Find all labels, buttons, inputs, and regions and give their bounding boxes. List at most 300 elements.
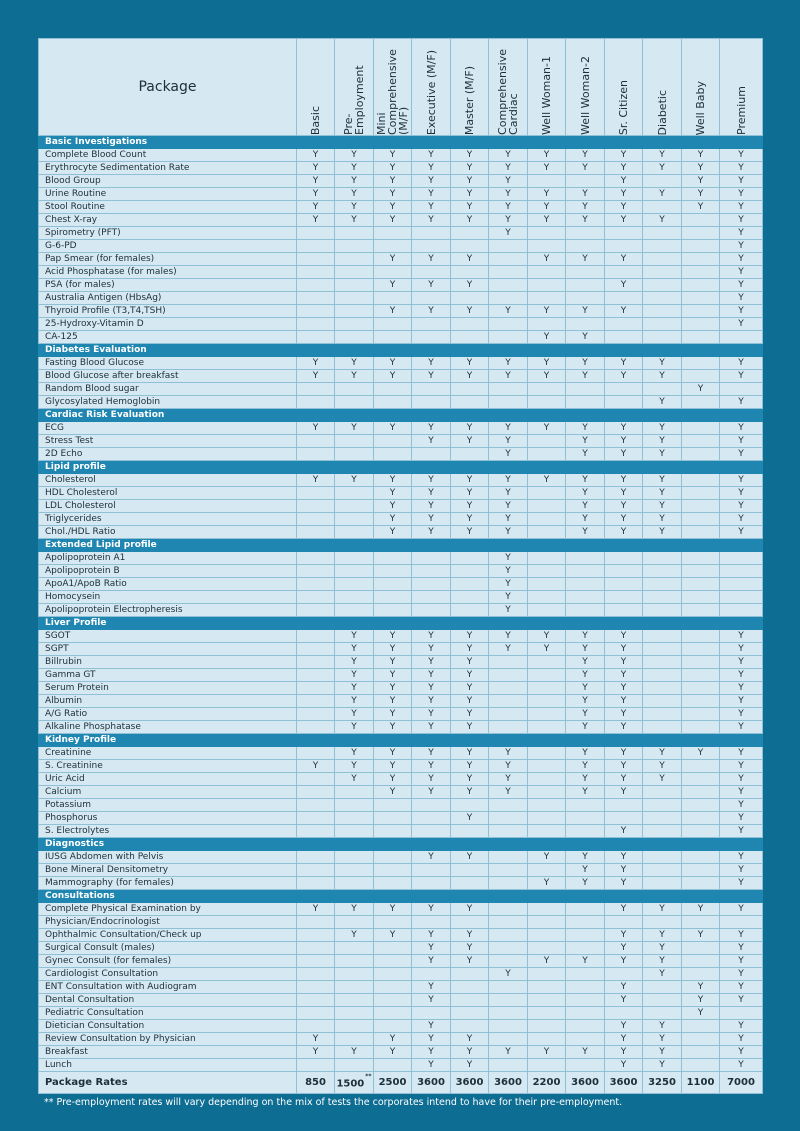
package-rate bbox=[489, 1072, 528, 1094]
inclusion-cell bbox=[682, 552, 720, 565]
test-name: ApoA1/ApoB Ratio bbox=[39, 578, 297, 591]
inclusion-cell bbox=[335, 565, 374, 578]
column-header bbox=[335, 39, 374, 136]
inclusion-cell bbox=[566, 318, 605, 331]
inclusion-cell: Y bbox=[451, 214, 489, 227]
inclusion-cell bbox=[451, 565, 489, 578]
inclusion-cell: Y bbox=[643, 487, 682, 500]
inclusion-cell bbox=[297, 253, 335, 266]
inclusion-cell bbox=[412, 1007, 451, 1020]
inclusion-cell bbox=[412, 578, 451, 591]
inclusion-cell: Y bbox=[489, 526, 528, 539]
inclusion-cell bbox=[528, 435, 566, 448]
inclusion-cell bbox=[489, 1007, 528, 1020]
inclusion-cell bbox=[451, 383, 489, 396]
inclusion-cell: Y bbox=[528, 201, 566, 214]
inclusion-cell bbox=[566, 981, 605, 994]
inclusion-cell bbox=[374, 565, 412, 578]
inclusion-cell: Y bbox=[643, 422, 682, 435]
inclusion-cell: Y bbox=[374, 513, 412, 526]
inclusion-cell bbox=[643, 786, 682, 799]
section-header bbox=[39, 136, 763, 149]
inclusion-cell: Y bbox=[720, 695, 763, 708]
inclusion-cell: Y bbox=[605, 721, 643, 734]
inclusion-cell: Y bbox=[682, 162, 720, 175]
inclusion-cell: Y bbox=[489, 214, 528, 227]
inclusion-cell: Y bbox=[374, 708, 412, 721]
inclusion-cell: Y bbox=[489, 786, 528, 799]
inclusion-cell bbox=[297, 643, 335, 656]
inclusion-cell bbox=[643, 240, 682, 253]
inclusion-cell bbox=[682, 292, 720, 305]
inclusion-cell: Y bbox=[451, 149, 489, 162]
inclusion-cell: Y bbox=[489, 565, 528, 578]
test-name: Glycosylated Hemoglobin bbox=[39, 396, 297, 409]
inclusion-cell: Y bbox=[605, 1059, 643, 1072]
inclusion-cell bbox=[682, 773, 720, 786]
inclusion-cell: Y bbox=[605, 526, 643, 539]
inclusion-cell bbox=[643, 682, 682, 695]
table-row bbox=[39, 773, 763, 786]
table-row bbox=[39, 240, 763, 253]
inclusion-cell bbox=[297, 318, 335, 331]
inclusion-cell: Y bbox=[451, 630, 489, 643]
test-name: Chest X-ray bbox=[39, 214, 297, 227]
inclusion-cell: Y bbox=[720, 942, 763, 955]
table-row bbox=[39, 955, 763, 968]
inclusion-cell: Y bbox=[720, 318, 763, 331]
inclusion-cell bbox=[605, 916, 643, 929]
inclusion-cell: Y bbox=[566, 877, 605, 890]
inclusion-cell: Y bbox=[297, 188, 335, 201]
inclusion-cell: Y bbox=[643, 747, 682, 760]
inclusion-cell bbox=[489, 331, 528, 344]
inclusion-cell: Y bbox=[566, 448, 605, 461]
inclusion-cell bbox=[682, 500, 720, 513]
inclusion-cell: Y bbox=[374, 162, 412, 175]
inclusion-cell: Y bbox=[605, 786, 643, 799]
inclusion-cell bbox=[412, 864, 451, 877]
inclusion-cell bbox=[566, 799, 605, 812]
inclusion-cell bbox=[682, 370, 720, 383]
inclusion-cell bbox=[528, 240, 566, 253]
inclusion-cell: Y bbox=[605, 201, 643, 214]
inclusion-cell: Y bbox=[720, 370, 763, 383]
section-title: Basic Investigations bbox=[39, 136, 763, 149]
inclusion-cell bbox=[335, 500, 374, 513]
inclusion-cell bbox=[374, 331, 412, 344]
table-body bbox=[39, 136, 763, 1094]
inclusion-cell bbox=[682, 760, 720, 773]
inclusion-cell: Y bbox=[374, 474, 412, 487]
column-header bbox=[566, 39, 605, 136]
inclusion-cell: Y bbox=[528, 643, 566, 656]
inclusion-cell: Y bbox=[566, 721, 605, 734]
test-name: Review Consultation by Physician bbox=[39, 1033, 297, 1046]
inclusion-cell bbox=[374, 916, 412, 929]
inclusion-cell bbox=[566, 396, 605, 409]
inclusion-cell bbox=[335, 955, 374, 968]
inclusion-cell: Y bbox=[528, 1046, 566, 1059]
inclusion-cell: Y bbox=[489, 552, 528, 565]
inclusion-cell: Y bbox=[643, 1020, 682, 1033]
inclusion-cell: Y bbox=[720, 1059, 763, 1072]
inclusion-cell: Y bbox=[335, 903, 374, 916]
inclusion-cell bbox=[335, 318, 374, 331]
inclusion-cell bbox=[528, 175, 566, 188]
inclusion-cell bbox=[374, 552, 412, 565]
section-header bbox=[39, 890, 763, 903]
inclusion-cell bbox=[528, 1007, 566, 1020]
test-name: Potassium bbox=[39, 799, 297, 812]
inclusion-cell: Y bbox=[566, 747, 605, 760]
inclusion-cell bbox=[297, 929, 335, 942]
inclusion-cell: Y bbox=[489, 591, 528, 604]
column-header bbox=[297, 39, 335, 136]
column-header bbox=[605, 39, 643, 136]
inclusion-cell bbox=[335, 435, 374, 448]
inclusion-cell bbox=[297, 435, 335, 448]
inclusion-cell bbox=[682, 396, 720, 409]
inclusion-cell bbox=[528, 227, 566, 240]
inclusion-cell bbox=[528, 864, 566, 877]
test-name: Serum Protein bbox=[39, 682, 297, 695]
inclusion-cell: Y bbox=[605, 851, 643, 864]
inclusion-cell: Y bbox=[412, 786, 451, 799]
inclusion-cell: Y bbox=[335, 682, 374, 695]
inclusion-cell bbox=[682, 214, 720, 227]
inclusion-cell: Y bbox=[297, 201, 335, 214]
table-row bbox=[39, 214, 763, 227]
inclusion-cell: Y bbox=[566, 851, 605, 864]
inclusion-cell bbox=[682, 526, 720, 539]
inclusion-cell bbox=[297, 292, 335, 305]
inclusion-cell bbox=[566, 292, 605, 305]
inclusion-cell bbox=[605, 266, 643, 279]
section-header bbox=[39, 409, 763, 422]
inclusion-cell: Y bbox=[605, 1033, 643, 1046]
inclusion-cell: Y bbox=[412, 1033, 451, 1046]
inclusion-cell bbox=[720, 331, 763, 344]
inclusion-cell: Y bbox=[374, 487, 412, 500]
inclusion-cell bbox=[489, 799, 528, 812]
inclusion-cell bbox=[297, 396, 335, 409]
inclusion-cell: Y bbox=[720, 526, 763, 539]
inclusion-cell: Y bbox=[566, 500, 605, 513]
inclusion-cell bbox=[720, 565, 763, 578]
inclusion-cell bbox=[682, 708, 720, 721]
inclusion-cell bbox=[297, 981, 335, 994]
inclusion-cell bbox=[374, 1007, 412, 1020]
test-name: Calcium bbox=[39, 786, 297, 799]
inclusion-cell: Y bbox=[451, 1046, 489, 1059]
table-row bbox=[39, 604, 763, 617]
inclusion-cell bbox=[682, 604, 720, 617]
inclusion-cell bbox=[451, 825, 489, 838]
inclusion-cell: Y bbox=[720, 669, 763, 682]
inclusion-cell: Y bbox=[605, 422, 643, 435]
inclusion-cell bbox=[566, 227, 605, 240]
inclusion-cell: Y bbox=[335, 747, 374, 760]
inclusion-cell: Y bbox=[720, 292, 763, 305]
section-title: Kidney Profile bbox=[39, 734, 763, 747]
column-header-label: Well Baby bbox=[694, 80, 707, 135]
inclusion-cell bbox=[682, 1059, 720, 1072]
inclusion-cell bbox=[643, 864, 682, 877]
inclusion-cell: Y bbox=[335, 721, 374, 734]
inclusion-cell: Y bbox=[720, 994, 763, 1007]
inclusion-cell: Y bbox=[451, 253, 489, 266]
inclusion-cell bbox=[605, 591, 643, 604]
inclusion-cell: Y bbox=[528, 877, 566, 890]
inclusion-cell bbox=[682, 435, 720, 448]
inclusion-cell: Y bbox=[374, 188, 412, 201]
inclusion-cell: Y bbox=[566, 162, 605, 175]
inclusion-cell bbox=[297, 1059, 335, 1072]
inclusion-cell: Y bbox=[451, 786, 489, 799]
inclusion-cell bbox=[489, 864, 528, 877]
test-name: Breakfast bbox=[39, 1046, 297, 1059]
inclusion-cell: Y bbox=[451, 305, 489, 318]
inclusion-cell: Y bbox=[605, 474, 643, 487]
inclusion-cell: Y bbox=[720, 487, 763, 500]
inclusion-cell: Y bbox=[489, 422, 528, 435]
inclusion-cell bbox=[682, 786, 720, 799]
inclusion-cell bbox=[335, 968, 374, 981]
test-name: Gynec Consult (for females) bbox=[39, 955, 297, 968]
inclusion-cell: Y bbox=[566, 630, 605, 643]
inclusion-cell: Y bbox=[605, 656, 643, 669]
inclusion-cell: Y bbox=[605, 214, 643, 227]
inclusion-cell bbox=[297, 240, 335, 253]
inclusion-cell: Y bbox=[566, 695, 605, 708]
inclusion-cell bbox=[528, 942, 566, 955]
inclusion-cell bbox=[335, 292, 374, 305]
inclusion-cell: Y bbox=[451, 695, 489, 708]
inclusion-cell: Y bbox=[566, 955, 605, 968]
inclusion-cell: Y bbox=[451, 656, 489, 669]
inclusion-cell: Y bbox=[528, 188, 566, 201]
table-row bbox=[39, 864, 763, 877]
inclusion-cell bbox=[682, 643, 720, 656]
inclusion-cell: Y bbox=[374, 786, 412, 799]
section-title: Diagnostics bbox=[39, 838, 763, 851]
inclusion-cell bbox=[682, 305, 720, 318]
inclusion-cell: Y bbox=[720, 747, 763, 760]
inclusion-cell bbox=[489, 253, 528, 266]
inclusion-cell bbox=[335, 279, 374, 292]
inclusion-cell: Y bbox=[412, 994, 451, 1007]
test-name: Alkaline Phosphatase bbox=[39, 721, 297, 734]
inclusion-cell: Y bbox=[682, 201, 720, 214]
table-row bbox=[39, 760, 763, 773]
inclusion-cell bbox=[643, 253, 682, 266]
inclusion-cell: Y bbox=[297, 370, 335, 383]
package-rate bbox=[335, 1072, 374, 1094]
test-name: Blood Group bbox=[39, 175, 297, 188]
table-row bbox=[39, 162, 763, 175]
inclusion-cell: Y bbox=[335, 929, 374, 942]
inclusion-cell: Y bbox=[682, 175, 720, 188]
test-name: IUSG Abdomen with Pelvis bbox=[39, 851, 297, 864]
inclusion-cell bbox=[335, 825, 374, 838]
inclusion-cell bbox=[297, 669, 335, 682]
inclusion-cell bbox=[335, 1020, 374, 1033]
inclusion-cell bbox=[335, 877, 374, 890]
inclusion-cell bbox=[566, 994, 605, 1007]
inclusion-cell: Y bbox=[605, 669, 643, 682]
inclusion-cell: Y bbox=[605, 747, 643, 760]
section-header bbox=[39, 461, 763, 474]
inclusion-cell bbox=[374, 825, 412, 838]
inclusion-cell: Y bbox=[682, 994, 720, 1007]
inclusion-cell bbox=[528, 1059, 566, 1072]
inclusion-cell bbox=[682, 266, 720, 279]
test-name: Fasting Blood Glucose bbox=[39, 357, 297, 370]
inclusion-cell: Y bbox=[605, 682, 643, 695]
inclusion-cell bbox=[643, 1007, 682, 1020]
inclusion-cell: Y bbox=[451, 500, 489, 513]
inclusion-cell bbox=[605, 240, 643, 253]
column-header bbox=[489, 39, 528, 136]
inclusion-cell bbox=[374, 266, 412, 279]
package-rate-value: 3600 bbox=[609, 1076, 638, 1088]
package-table bbox=[38, 38, 763, 1094]
inclusion-cell: Y bbox=[451, 669, 489, 682]
test-name: Apolipoprotein B bbox=[39, 565, 297, 578]
inclusion-cell: Y bbox=[605, 760, 643, 773]
inclusion-cell: Y bbox=[566, 682, 605, 695]
inclusion-cell: Y bbox=[643, 526, 682, 539]
inclusion-cell: Y bbox=[605, 1046, 643, 1059]
inclusion-cell bbox=[682, 864, 720, 877]
inclusion-cell bbox=[412, 318, 451, 331]
section-header bbox=[39, 344, 763, 357]
inclusion-cell: Y bbox=[374, 279, 412, 292]
inclusion-cell: Y bbox=[374, 201, 412, 214]
inclusion-cell bbox=[335, 994, 374, 1007]
inclusion-cell: Y bbox=[605, 825, 643, 838]
inclusion-cell bbox=[682, 812, 720, 825]
table-row bbox=[39, 877, 763, 890]
inclusion-cell bbox=[335, 799, 374, 812]
inclusion-cell bbox=[412, 227, 451, 240]
package-rate-value: 2500 bbox=[378, 1076, 407, 1088]
table-row bbox=[39, 942, 763, 955]
test-name: Dietician Consultation bbox=[39, 1020, 297, 1033]
inclusion-cell bbox=[528, 695, 566, 708]
inclusion-cell bbox=[643, 708, 682, 721]
inclusion-cell: Y bbox=[412, 500, 451, 513]
section-title: Liver Profile bbox=[39, 617, 763, 630]
inclusion-cell bbox=[528, 968, 566, 981]
inclusion-cell: Y bbox=[335, 162, 374, 175]
package-rate bbox=[643, 1072, 682, 1094]
inclusion-cell: Y bbox=[720, 1020, 763, 1033]
inclusion-cell bbox=[566, 604, 605, 617]
inclusion-cell bbox=[566, 565, 605, 578]
inclusion-cell bbox=[720, 1007, 763, 1020]
inclusion-cell: Y bbox=[412, 435, 451, 448]
inclusion-cell bbox=[605, 318, 643, 331]
inclusion-cell bbox=[297, 448, 335, 461]
inclusion-cell: Y bbox=[335, 188, 374, 201]
inclusion-cell: Y bbox=[566, 773, 605, 786]
inclusion-cell: Y bbox=[605, 981, 643, 994]
column-header-label: Diabetic bbox=[655, 89, 669, 135]
inclusion-cell bbox=[374, 604, 412, 617]
inclusion-cell bbox=[335, 383, 374, 396]
inclusion-cell: Y bbox=[566, 864, 605, 877]
inclusion-cell bbox=[566, 942, 605, 955]
inclusion-cell: Y bbox=[605, 279, 643, 292]
inclusion-cell: Y bbox=[605, 643, 643, 656]
inclusion-cell bbox=[643, 591, 682, 604]
inclusion-cell bbox=[451, 396, 489, 409]
package-rate-value: 3600 bbox=[417, 1076, 445, 1088]
inclusion-cell bbox=[528, 799, 566, 812]
inclusion-cell: Y bbox=[605, 149, 643, 162]
inclusion-cell: Y bbox=[720, 903, 763, 916]
package-sheet bbox=[38, 38, 762, 1094]
inclusion-cell: Y bbox=[643, 968, 682, 981]
package-rates-row bbox=[39, 1072, 763, 1094]
inclusion-cell bbox=[566, 578, 605, 591]
inclusion-cell: Y bbox=[720, 981, 763, 994]
test-name: Mammography (for females) bbox=[39, 877, 297, 890]
inclusion-cell bbox=[374, 435, 412, 448]
inclusion-cell bbox=[489, 994, 528, 1007]
inclusion-cell bbox=[297, 773, 335, 786]
inclusion-cell: Y bbox=[605, 630, 643, 643]
inclusion-cell bbox=[528, 747, 566, 760]
inclusion-cell bbox=[682, 799, 720, 812]
inclusion-cell: Y bbox=[643, 149, 682, 162]
inclusion-cell: Y bbox=[489, 578, 528, 591]
inclusion-cell bbox=[605, 552, 643, 565]
inclusion-cell bbox=[412, 565, 451, 578]
inclusion-cell: Y bbox=[412, 253, 451, 266]
inclusion-cell: Y bbox=[374, 175, 412, 188]
inclusion-cell bbox=[566, 279, 605, 292]
inclusion-cell: Y bbox=[643, 357, 682, 370]
inclusion-cell bbox=[528, 487, 566, 500]
inclusion-cell bbox=[605, 292, 643, 305]
inclusion-cell: Y bbox=[489, 604, 528, 617]
inclusion-cell: Y bbox=[335, 643, 374, 656]
inclusion-cell bbox=[335, 981, 374, 994]
inclusion-cell bbox=[297, 487, 335, 500]
inclusion-cell bbox=[451, 578, 489, 591]
inclusion-cell: Y bbox=[412, 656, 451, 669]
inclusion-cell: Y bbox=[412, 942, 451, 955]
inclusion-cell bbox=[489, 916, 528, 929]
test-name: 25-Hydroxy-Vitamin D bbox=[39, 318, 297, 331]
inclusion-cell bbox=[528, 760, 566, 773]
inclusion-cell bbox=[297, 578, 335, 591]
test-name: Spirometry (PFT) bbox=[39, 227, 297, 240]
inclusion-cell bbox=[682, 448, 720, 461]
table-row bbox=[39, 1007, 763, 1020]
inclusion-cell bbox=[682, 253, 720, 266]
inclusion-cell bbox=[335, 331, 374, 344]
inclusion-cell: Y bbox=[374, 1046, 412, 1059]
test-name: Cardiologist Consultation bbox=[39, 968, 297, 981]
inclusion-cell bbox=[374, 578, 412, 591]
inclusion-cell bbox=[451, 1020, 489, 1033]
inclusion-cell: Y bbox=[643, 435, 682, 448]
inclusion-cell bbox=[643, 656, 682, 669]
